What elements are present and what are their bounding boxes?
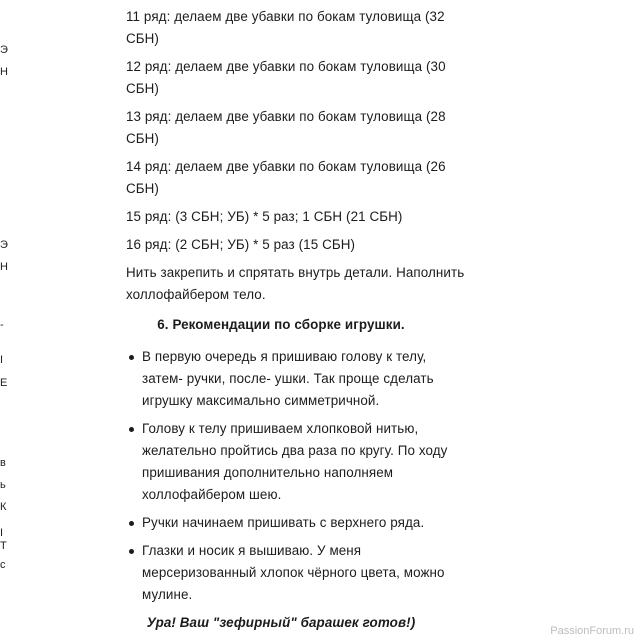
list-item-text: Голову к телу пришиваем хлопковой нитью, желательно пройтись два раза по кругу. По ходу пришивания дополнительно наполняем холлофайбером шею. (142, 421, 448, 502)
edge-char: І (0, 354, 4, 367)
watermark: PassionForum.ru (550, 625, 634, 637)
recommendations-list (126, 346, 466, 606)
document-body (126, 6, 466, 634)
edge-char: Э (0, 239, 8, 251)
bullet-icon (129, 427, 134, 432)
list-item (126, 540, 466, 606)
row-15: 15 ряд: (3 СБН; УБ) * 5 раз; 1 СБН (21 СБН) (126, 209, 403, 224)
edge-char: Э (0, 43, 8, 56)
row-13: 13 ряд: делаем две убавки по бокам туловища (28 СБН) (126, 109, 446, 146)
list-item (126, 512, 466, 534)
edge-char: Т (0, 539, 7, 552)
bullet-icon (129, 521, 134, 526)
final-message: Ура! Ваш "зефирный" барашек готов!) (146, 615, 416, 630)
edge-char: Н (0, 66, 8, 79)
bullet-icon (129, 549, 134, 554)
list-item-text: Ручки начинаем пришивать с верхнего ряда. (142, 515, 425, 530)
list-item-text: Глазки и носик я вышиваю. У меня мерсеризованный хлопок чёрного цвета, можно мулине. (142, 543, 445, 602)
edge-char: в (0, 456, 6, 469)
edge-char: с (0, 559, 6, 571)
edge-char: І (0, 527, 4, 539)
edge-char: ь (0, 479, 6, 491)
row-12: 12 ряд: делаем две убавки по бокам туловища (30 СБН) (126, 59, 446, 96)
row-11: 11 ряд: делаем две убавки по бокам туловища (32 СБН) (126, 9, 445, 46)
finish-instruction: Нить закрепить и спрятать внутрь детали. Наполнить холлофайбером тело. (126, 265, 465, 302)
list-item (126, 346, 466, 412)
row-16: 16 ряд: (2 СБН; УБ) * 5 раз (15 СБН) (126, 237, 356, 252)
edge-char: Е (0, 376, 8, 389)
edge-char: К (0, 501, 7, 514)
list-item-text: В первую очередь я пришиваю голову к телу, затем- ручки, после- ушки. Так проще сделать игрушку максимально симметричной. (142, 349, 434, 408)
section-heading: 6. Рекомендации по сборке игрушки. (157, 317, 405, 332)
edge-char: - (0, 319, 4, 331)
list-item (126, 418, 466, 506)
bullet-icon (129, 355, 134, 360)
left-edge-cropped-text (0, 0, 8, 640)
edge-char: Н (0, 261, 8, 274)
row-14: 14 ряд: делаем две убавки по бокам туловища (26 СБН) (126, 159, 446, 196)
